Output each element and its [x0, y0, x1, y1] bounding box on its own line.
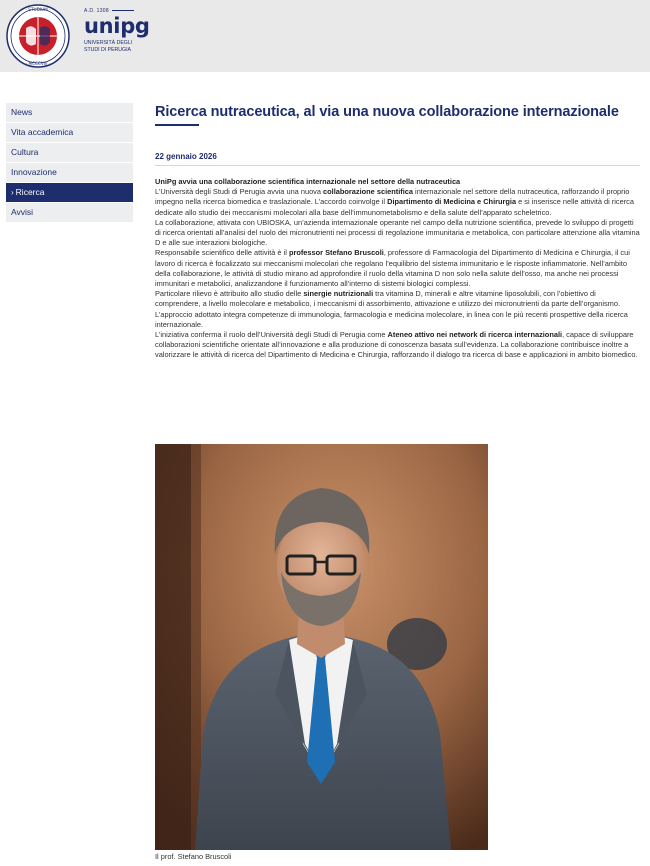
brand-subtitle: UNIVERSITÀ DEGLI STUDI DI PERUGIA: [84, 40, 133, 53]
portrait-image: [155, 444, 488, 850]
sidebar-item-vita-accademica[interactable]: Vita accademica: [6, 123, 133, 142]
article-paragraph-5: L’iniziativa conferma il ruolo dell’Università degli Studi di Perugia come Ateneo attivo nei network di ricerca internazionali, capace di sviluppare collaborazioni scientifiche orientate all’innovazione e alla produzione di conoscenza basata sull’evidenza. La collaborazione contribuisce inoltre a valorizzare le attività di ricerca del Dipartimento di Medicina e Chirurgia, rafforzando il dialogo tra ricerca di base e applicazioni in ambito biomedico.: [155, 330, 638, 360]
svg-text:· MCCCVIII ·: · MCCCVIII ·: [25, 61, 51, 66]
article-paragraph-1: L’Università degli Studi di Perugia avvia una nuova collaborazione scientifica internazionale nel settore della nutraceutica, rafforzando il proprio impegno nella ricerca biomedica e traslazionale. L’accordo coinvolge il Dipartimento di Medicina e Chirurgia e si inserisce nelle attività di ricerca dedicate allo studio dei meccanismi molecolari alla base dell’immunometabolismo e della salute dell’apparato scheletrico.: [155, 187, 634, 217]
article-paragraph-4: Particolare rilievo è attribuito allo studio delle sinergie nutrizionali tra vitamina D, minerali e altre vitamine liposolubili, con l’obiettivo di comprendere, a livello molecolare e metabolico, i meccanismi di assorbimento, attivazione e utilizzo dei micronutrienti da parte dell’organismo. L’approccio adottato integra competenze di immunologia, farmacologia e medicina molecolare, in linea con le più recenti prospettive della ricerca internazionale.: [155, 289, 628, 329]
title-underline: [155, 124, 199, 126]
photo-caption: Il prof. Stefano Bruscoli: [155, 852, 232, 861]
sidebar-item-ricerca[interactable]: › Ricerca: [6, 183, 133, 202]
article-paragraph-2: La collaborazione, attivata con UBIOSKA, un’azienda internazionale operante nel campo della nutrizione scientifica, prevede lo sviluppo di progetti di ricerca orientati all’analisi del ruolo dei micronutrienti nei processi di regolazione immunitaria e metabolica, con particolare attenzione alla vitamina D e alle sue interazioni biologiche.: [155, 217, 640, 248]
university-seal-icon[interactable]: [6, 4, 70, 68]
chevron-right-icon: ›: [11, 188, 14, 197]
brand-block[interactable]: [84, 8, 150, 53]
sidebar-item-news[interactable]: News: [6, 103, 133, 122]
svg-text:· STUDIUM ·: · STUDIUM ·: [25, 7, 51, 12]
article-body: [155, 177, 640, 361]
article-paragraph-3: Responsabile scientifico delle attività è il professor Stefano Bruscoli, professore di Farmacologia del Dipartimento di Medicina e Chirurgia, il cui lavoro di ricerca è focalizzato sui meccanismi molecolari che regolano l’equilibrio del sistema immunitario e le risposte infiammatorie. Nell’ambito della collaborazione, le attività di studio mirano ad approfondire il ruolo della vitamina D non solo nella salute dell’osso, ma anche nei processi immunitari e metabolici, analizzandone il funzionamento all’interno di sistemi biologici complessi.: [155, 248, 630, 289]
page-title: Ricerca nutraceutica, al via una nuova collaborazione internazionale: [155, 104, 619, 120]
sidebar-item-innovazione[interactable]: Innovazione: [6, 163, 133, 182]
sidebar-item-cultura[interactable]: Cultura: [6, 143, 133, 162]
site-header: [0, 0, 650, 72]
brand-name: unipg: [84, 14, 150, 38]
article-main: [155, 103, 640, 361]
divider: [155, 165, 640, 166]
article-lead: UniPg avvia una collaborazione scientifica internazionale nel settore della nutraceutica: [155, 177, 461, 186]
sidebar-nav: [6, 103, 133, 223]
brand-ad: A.D. 1308: [84, 8, 150, 14]
article-photo: [155, 444, 488, 850]
article-date: 22 gennaio 2026: [155, 152, 217, 161]
sidebar-item-avvisi[interactable]: Avvisi: [6, 203, 133, 222]
